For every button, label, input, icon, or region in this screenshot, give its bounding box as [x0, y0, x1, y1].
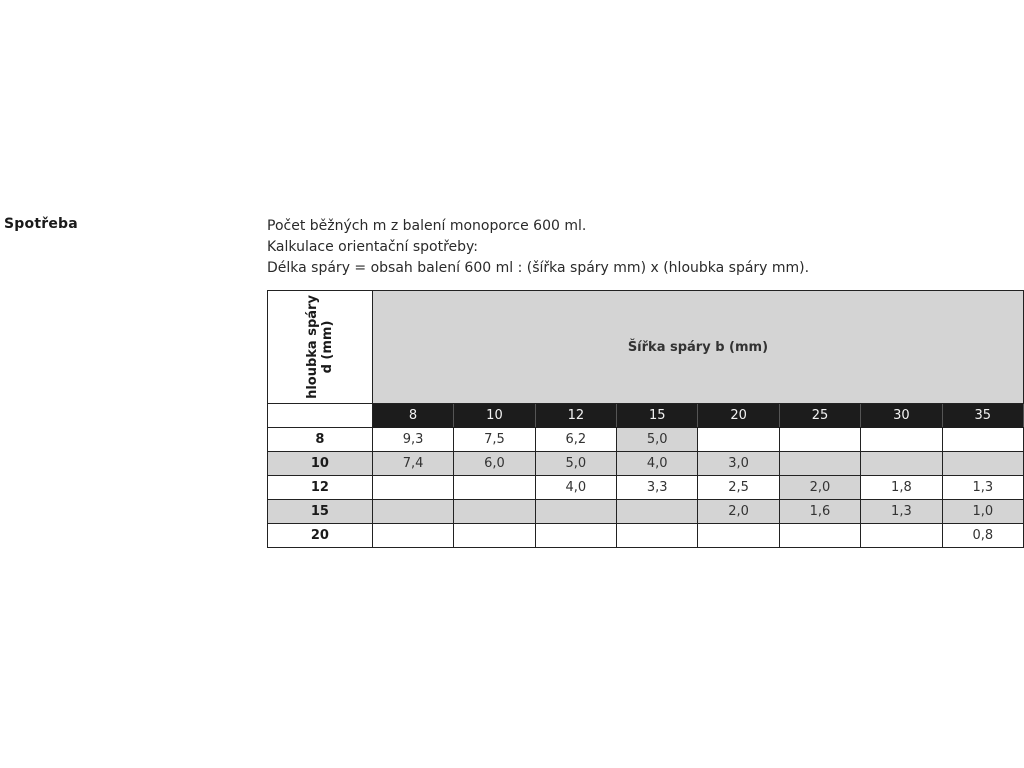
header-row	[268, 291, 1024, 404]
depth-header-line1: hloubka spáry	[304, 295, 320, 399]
table-cell: 6,2	[535, 428, 616, 452]
table-cell: 3,3	[617, 476, 698, 500]
table-cell: 1,8	[861, 476, 942, 500]
width-column-header: 25	[779, 404, 860, 428]
table-cell: 1,0	[942, 500, 1023, 524]
table-cell: 2,0	[698, 500, 779, 524]
depth-row-header: 15	[268, 500, 373, 524]
intro-line-calculation: Kalkulace orientační spotřeby:	[267, 239, 479, 255]
table-cell	[942, 428, 1023, 452]
table-cell	[535, 524, 616, 548]
width-column-header: 15	[617, 404, 698, 428]
depth-row-header: 20	[268, 524, 373, 548]
table-cell: 1,3	[861, 500, 942, 524]
section-title: Spotřeba	[4, 216, 78, 232]
table-cell	[698, 524, 779, 548]
table-cell: 7,4	[372, 452, 453, 476]
table-cell	[779, 452, 860, 476]
table-cell	[617, 500, 698, 524]
table-row	[268, 476, 1024, 500]
table-cell	[779, 524, 860, 548]
table-cell	[861, 524, 942, 548]
table-cell: 1,3	[942, 476, 1023, 500]
table-row	[268, 500, 1024, 524]
table-cell: 1,6	[779, 500, 860, 524]
table-cell	[454, 476, 535, 500]
intro-line-formula: Délka spáry = obsah balení 600 ml : (šířka spáry mm) x (hloubka spáry mm).	[267, 260, 810, 276]
depth-row-header: 10	[268, 452, 373, 476]
width-values-row	[268, 404, 1024, 428]
table-cell: 0,8	[942, 524, 1023, 548]
table-cell: 2,0	[779, 476, 860, 500]
width-column-header: 12	[535, 404, 616, 428]
table-cell	[454, 524, 535, 548]
table-row	[268, 428, 1024, 452]
table-cell: 7,5	[454, 428, 535, 452]
table-cell	[372, 476, 453, 500]
depth-header-cell	[268, 291, 373, 404]
table-cell	[861, 452, 942, 476]
intro-text	[267, 216, 1007, 279]
table-cell	[779, 428, 860, 452]
table-cell: 4,0	[617, 452, 698, 476]
depth-header-line2: d (mm)	[319, 320, 335, 374]
table-cell	[617, 524, 698, 548]
table-cell: 5,0	[617, 428, 698, 452]
depth-row-header: 12	[268, 476, 373, 500]
width-column-header: 35	[942, 404, 1023, 428]
table-cell: 5,0	[535, 452, 616, 476]
table-cell	[535, 500, 616, 524]
width-column-header: 30	[861, 404, 942, 428]
width-column-header: 20	[698, 404, 779, 428]
depth-header-label	[305, 295, 335, 399]
table-cell	[698, 428, 779, 452]
width-column-header: 10	[454, 404, 535, 428]
table-row	[268, 452, 1024, 476]
table-cell	[372, 524, 453, 548]
table-row	[268, 524, 1024, 548]
table-cell: 3,0	[698, 452, 779, 476]
table-cell: 4,0	[535, 476, 616, 500]
table-cell	[861, 428, 942, 452]
blank-corner-cell	[268, 404, 373, 428]
table-cell: 2,5	[698, 476, 779, 500]
table-cell: 6,0	[454, 452, 535, 476]
consumption-table	[267, 290, 1024, 548]
table-cell	[942, 452, 1023, 476]
depth-row-header: 8	[268, 428, 373, 452]
width-column-header: 8	[372, 404, 453, 428]
table-cell: 9,3	[372, 428, 453, 452]
table-cell	[454, 500, 535, 524]
width-header-cell: Šířka spáry b (mm)	[372, 291, 1023, 404]
table-cell	[372, 500, 453, 524]
intro-line-packaging: Počet běžných m z balení monoporce 600 ml.	[267, 218, 587, 234]
